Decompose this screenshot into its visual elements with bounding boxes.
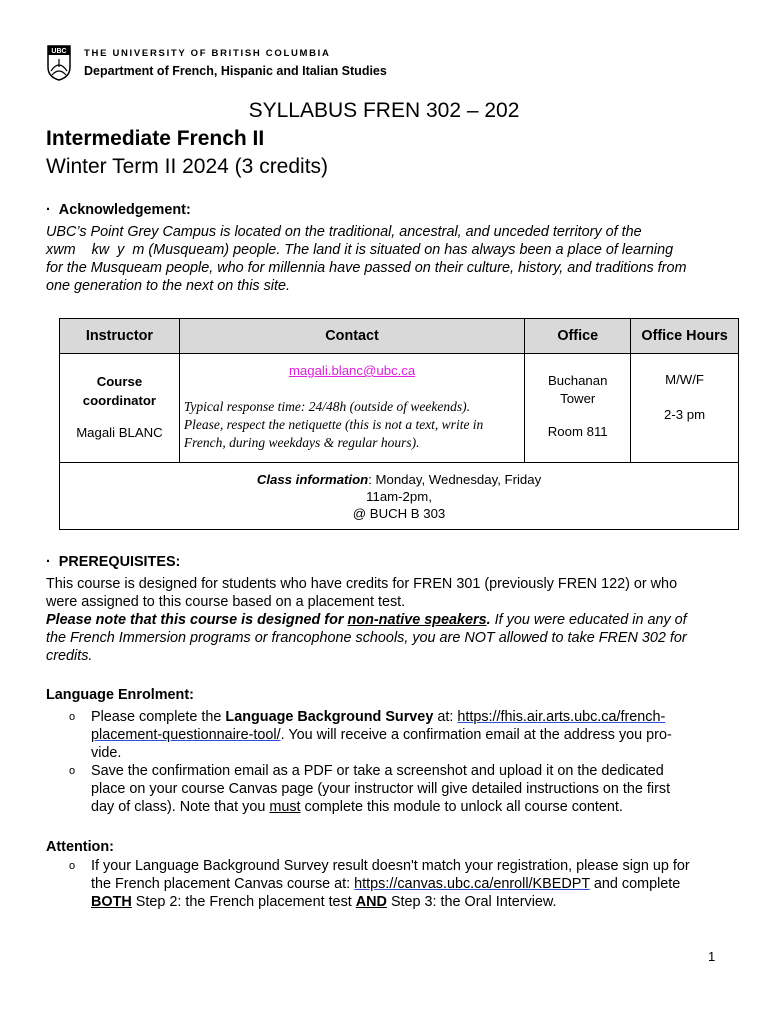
- class-info-cell: Class information: Monday, Wednesday, Friday 11am-2pm, @ BUCH B 303: [60, 463, 739, 530]
- list-item: o Please complete the Language Background Survey at: https://fhis.air.arts.ubc.ca/french- placement-questionnaire-tool/. You will receive a confirmation email at the address you pro- vide.: [46, 708, 746, 762]
- canvas-enroll-link[interactable]: https://canvas.ubc.ca/enroll/KBEDPT: [354, 876, 590, 892]
- attention-list: [46, 857, 746, 911]
- svg-text:UBC: UBC: [51, 48, 67, 55]
- office-cell: Buchanan Tower Room 811: [525, 354, 631, 463]
- survey-link[interactable]: https://fhis.air.arts.ubc.ca/french-: [457, 709, 666, 725]
- attention-heading: Attention:: [46, 839, 114, 855]
- term-info: Winter Term II 2024 (3 credits): [46, 155, 329, 178]
- enrolment-list: [46, 708, 746, 816]
- office-hours-cell: M/W/F 2-3 pm: [631, 354, 739, 463]
- instructor-email-link[interactable]: magali.blanc@ubc.ca: [288, 363, 416, 378]
- syllabus-title: SYLLABUS FREN 302 – 202: [248, 99, 520, 122]
- prerequisites-heading: · PREREQUISITES:: [46, 554, 181, 570]
- acknowledgement-heading: · Acknowledgement:: [46, 202, 191, 218]
- prerequisites-text: This course is designed for students who have credits for FREN 301 (previously FREN 122) or who were assigned to this course based on a placement test. Please note that this course is designed for non-native speakers. If you were educated in any of the French Immersion programs or francophone schools, you are NOT allowed to take FREN 302 for credits.: [46, 576, 687, 664]
- header-office: Office: [525, 319, 631, 354]
- contact-cell: magali.blanc@ubc.ca Typical response time: 24/48h (outside of weekends). Please, respect the netiquette (this is not a text, write in French, during weekdays & regular hours).: [179, 354, 524, 463]
- instructor-table: [59, 318, 739, 530]
- header-office-hours: Office Hours: [631, 319, 739, 354]
- university-name: THE UNIVERSITY OF BRITISH COLUMBIA: [84, 48, 331, 59]
- class-info-row: [60, 463, 739, 530]
- instructor-cell: Course coordinator Magali BLANC: [60, 354, 180, 463]
- list-item: o If your Language Background Survey result doesn't match your registration, please sign up for the French placement Canvas course at: https://canvas.ubc.ca/enroll/KBEDPT and complete BOTH Step 2: the French placement test AND Step 3: the Oral Interview.: [46, 857, 746, 911]
- department-name: Department of French, Hispanic and Italian Studies: [84, 64, 387, 78]
- header-instructor: Instructor: [60, 319, 180, 354]
- header-contact: Contact: [179, 319, 524, 354]
- bullet-icon: ·: [46, 202, 51, 218]
- list-item: o Save the confirmation email as a PDF or take a screenshot and upload it on the dedicated place on your course Canvas page (your instructor will give detailed instructions on the first day of class). Note that you must complete this module to unlock all course content.: [46, 762, 746, 816]
- page-number: 1: [708, 949, 716, 964]
- table-header-row: [60, 319, 739, 354]
- ubc-logo: [47, 45, 71, 81]
- survey-link-continued[interactable]: placement-questionnaire-tool/: [91, 727, 281, 743]
- bullet-icon: ·: [46, 554, 51, 570]
- course-name: Intermediate French II: [46, 127, 265, 150]
- table-row: [60, 354, 739, 463]
- enrolment-heading: Language Enrolment:: [46, 687, 194, 703]
- acknowledgement-text: UBC’s Point Grey Campus is located on the traditional, ancestral, and unceded territory of the xwm kw y m (Musqueam) people. The land it is situated on has always been a place of learning for the Musqueam people, who for millennia have passed on their culture, history, and traditions from one generation to the next on this site.: [46, 224, 687, 294]
